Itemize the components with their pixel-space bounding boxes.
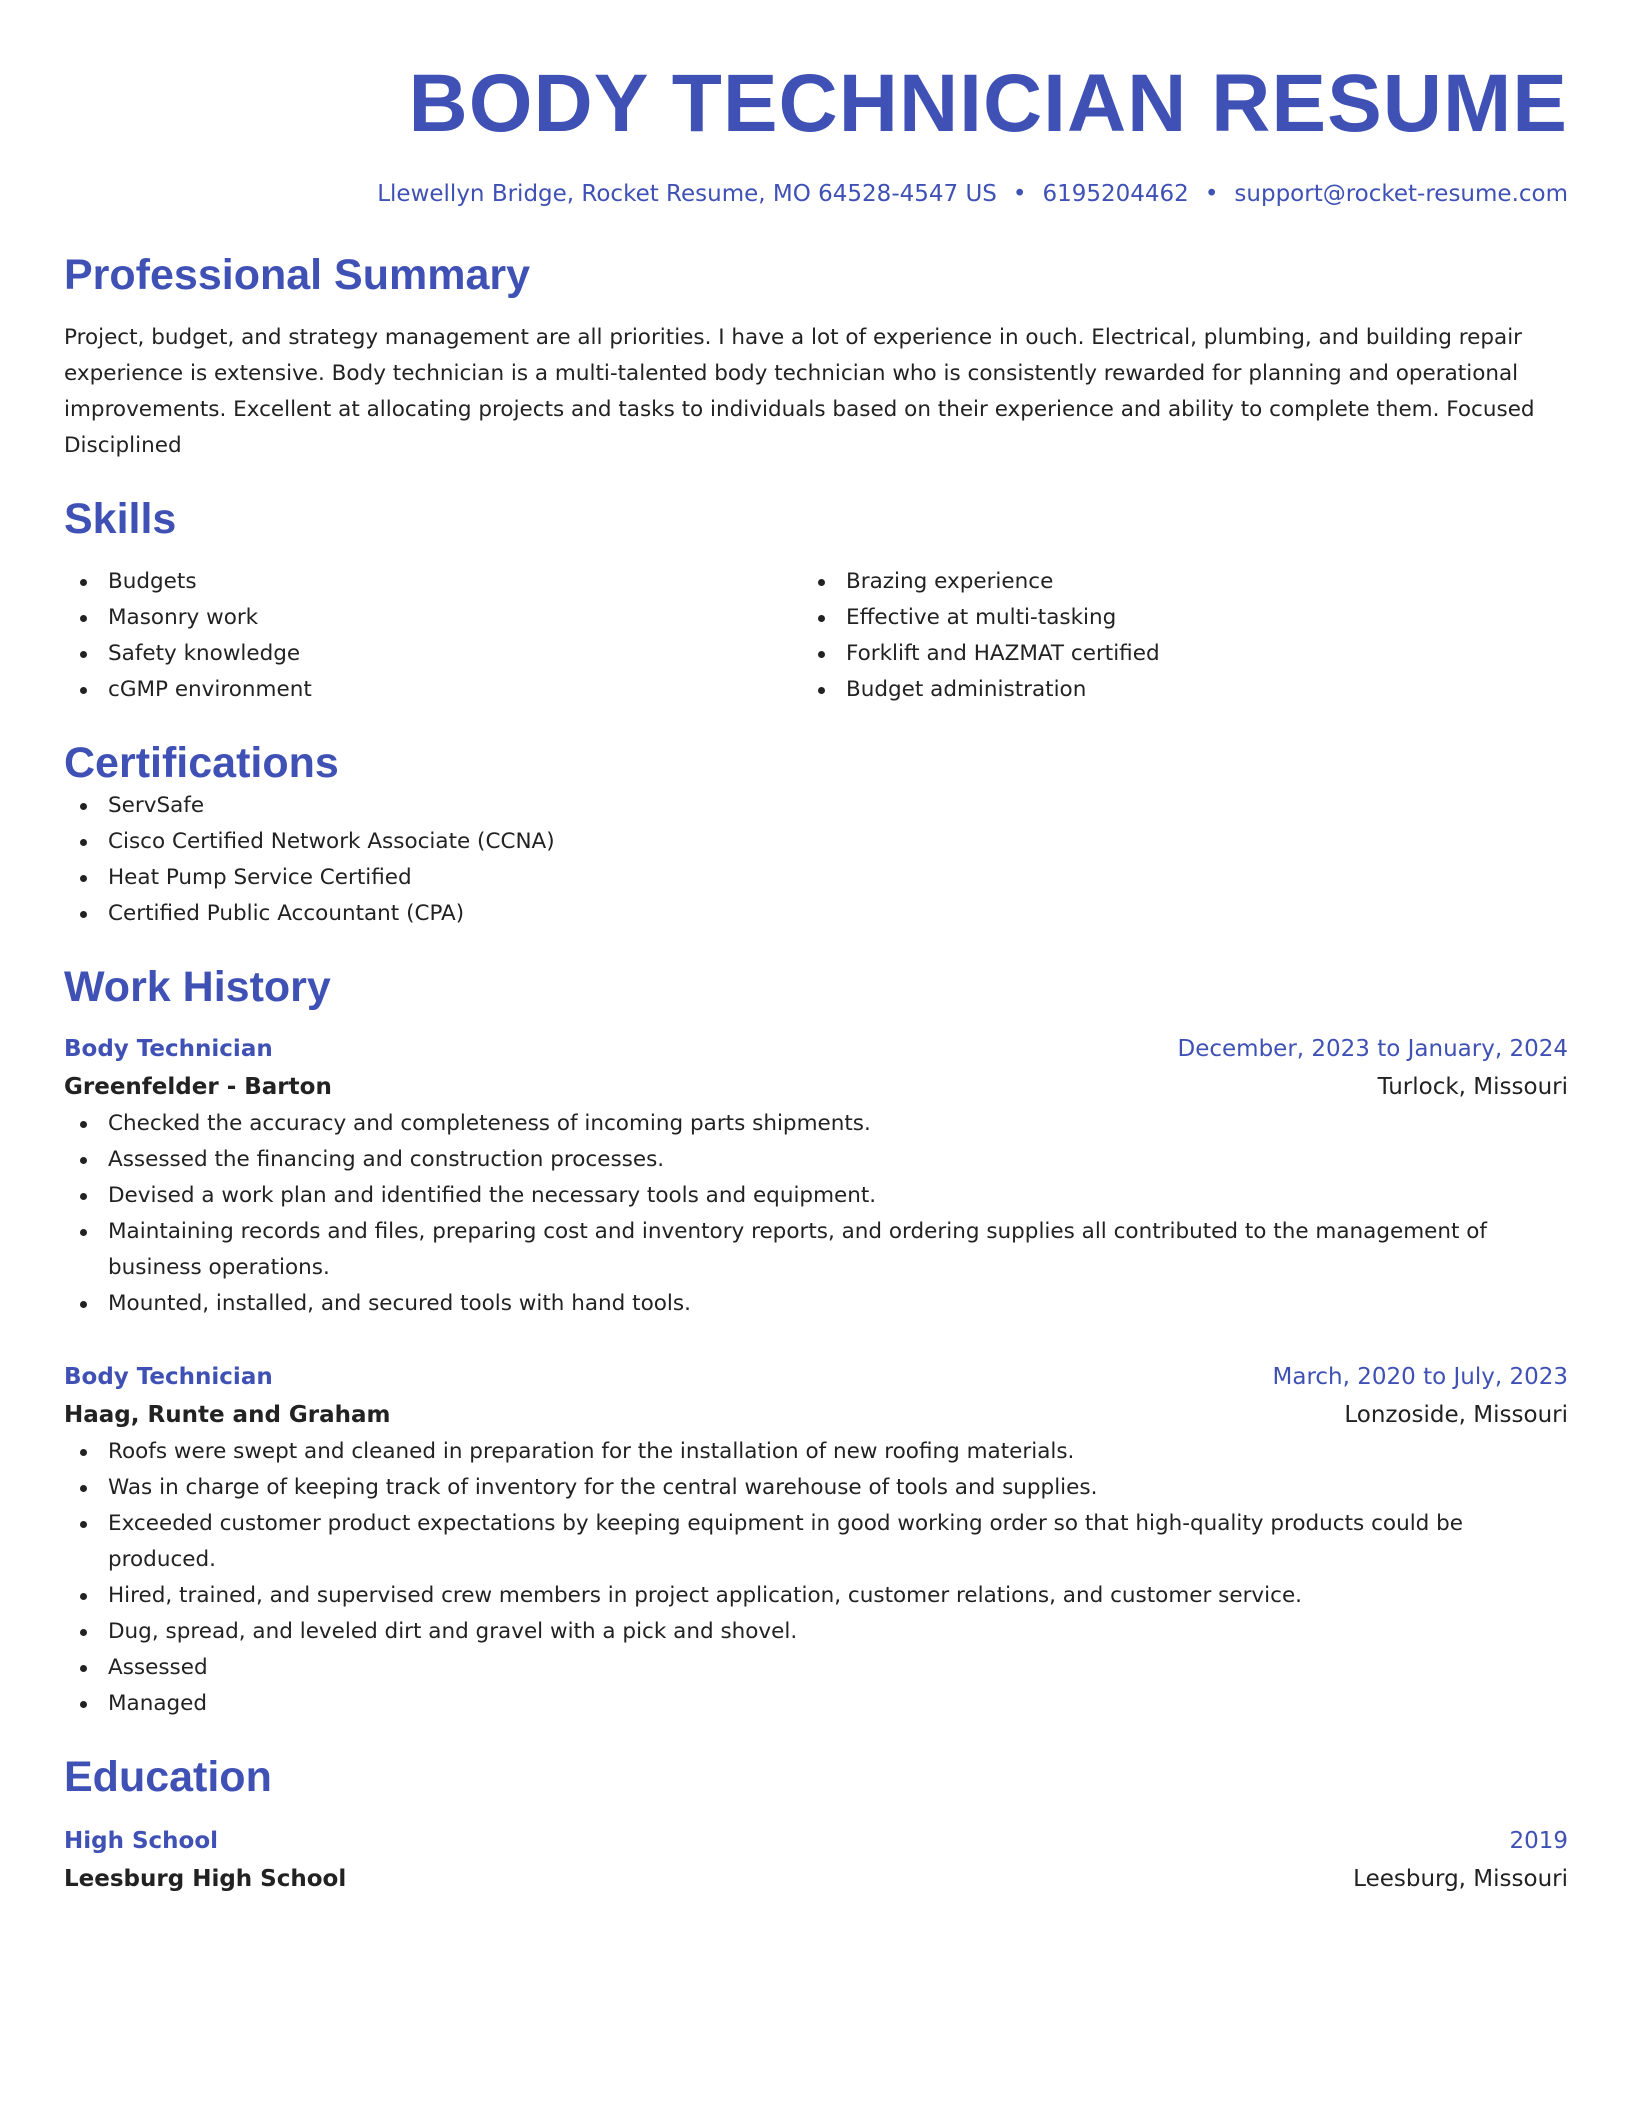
education-school: Leesburg High School	[64, 1866, 347, 1892]
contact-phone: 6195204462	[1042, 181, 1189, 207]
education-degree: High School	[64, 1828, 219, 1854]
job-bullet: Mounted, installed, and secured tools with hand tools.	[64, 1286, 1568, 1322]
section-heading: Education	[64, 1753, 272, 1801]
job-bullet: Dug, spread, and leveled dirt and gravel with a pick and shovel.	[64, 1614, 1568, 1650]
job-bullet: Maintaining records and files, preparing cost and inventory reports, and ordering supplies all contributed to the management of business operations.	[64, 1214, 1568, 1286]
summary-text: Project, budget, and strategy management are all priorities. I have a lot of experience in ouch. Electrical, plumbing, and building repair experience is extensive. Body technician is a multi-talented body technician who is consistently rewarded for planning and operational improvements. Excellent at allocating projects and tasks to individuals based on their experience and ability to complete them. Focused Disciplined	[64, 325, 1535, 458]
job-bullet: Roofs were swept and cleaned in preparation for the installation of new roofing materials.	[64, 1434, 1568, 1470]
job-company: Haag, Runte and Graham	[64, 1402, 391, 1428]
job-bullet: Checked the accuracy and completeness of incoming parts shipments.	[64, 1106, 1568, 1142]
certification-item: Cisco Certified Network Associate (CCNA)	[64, 824, 1568, 860]
skills-grid	[64, 564, 1568, 708]
job-bullet: Assessed	[64, 1650, 1568, 1686]
skill-item: Masonry work	[64, 600, 802, 636]
skill-item: Brazing experience	[802, 564, 1540, 600]
job-company-row	[64, 1396, 1568, 1434]
section-heading: Certifications	[64, 739, 339, 787]
skills-list	[64, 564, 802, 708]
job-location: Turlock, Missouri	[1377, 1074, 1568, 1100]
job-location: Lonzoside, Missouri	[1344, 1402, 1568, 1428]
skills-column-right	[802, 564, 1540, 708]
education-section	[64, 1752, 1568, 1898]
job-bullet: Assessed the financing and construction processes.	[64, 1142, 1568, 1178]
job-company-row	[64, 1068, 1568, 1106]
professional-summary-section	[64, 250, 1568, 464]
section-heading: Skills	[64, 495, 177, 543]
job-bullet: Was in charge of keeping track of inventory for the central warehouse of tools and supplies.	[64, 1470, 1568, 1506]
education-year: 2019	[1509, 1828, 1568, 1854]
job-dates: March, 2020 to July, 2023	[1272, 1364, 1568, 1390]
job-company: Greenfelder - Barton	[64, 1074, 332, 1100]
job-bullet: Hired, trained, and supervised crew members in project application, customer relations, and customer service.	[64, 1578, 1568, 1614]
job-bullets	[64, 1106, 1568, 1322]
skill-item: Budgets	[64, 564, 802, 600]
skill-item: Safety knowledge	[64, 636, 802, 672]
certification-item: Certified Public Accountant (CPA)	[64, 896, 1568, 932]
job-dates: December, 2023 to January, 2024	[1177, 1036, 1568, 1062]
education-entry	[64, 1822, 1568, 1898]
job-title: Body Technician	[64, 1364, 273, 1390]
job-bullet: Devised a work plan and identified the necessary tools and equipment.	[64, 1178, 1568, 1214]
job-bullet: Managed	[64, 1686, 1568, 1722]
skills-column-left	[64, 564, 802, 708]
contact-separator: •	[1012, 181, 1027, 207]
skill-item: cGMP environment	[64, 672, 802, 708]
contact-email: support@rocket-resume.com	[1234, 181, 1568, 207]
job-header-row	[64, 1030, 1568, 1068]
job-bullets	[64, 1434, 1568, 1722]
certifications-section	[64, 738, 1568, 932]
certifications-list	[64, 788, 1568, 932]
section-heading: Work History	[64, 963, 331, 1011]
certification-item: ServSafe	[64, 788, 1568, 824]
skill-item: Effective at multi-tasking	[802, 600, 1540, 636]
job-header-row	[64, 1358, 1568, 1396]
section-heading: Professional Summary	[64, 251, 531, 299]
skill-item: Forklift and HAZMAT certified	[802, 636, 1540, 672]
education-header-row	[64, 1822, 1568, 1860]
education-school-row	[64, 1860, 1568, 1898]
job-entry	[64, 1030, 1568, 1322]
resume-title: BODY TECHNICIAN RESUME	[408, 58, 1568, 149]
contact-separator: •	[1204, 181, 1219, 207]
skill-item: Budget administration	[802, 672, 1540, 708]
job-bullet: Exceeded customer product expectations by keeping equipment in good working order so that high-quality products could be produced.	[64, 1506, 1568, 1578]
work-history-section	[64, 962, 1568, 1722]
contact-line	[64, 178, 1568, 210]
education-location: Leesburg, Missouri	[1353, 1866, 1568, 1892]
job-title: Body Technician	[64, 1036, 273, 1062]
skills-section	[64, 494, 1568, 708]
job-entry	[64, 1358, 1568, 1722]
certification-item: Heat Pump Service Certified	[64, 860, 1568, 896]
skills-list	[802, 564, 1540, 708]
contact-address: Llewellyn Bridge, Rocket Resume, MO 64528-4547 US	[377, 181, 997, 207]
